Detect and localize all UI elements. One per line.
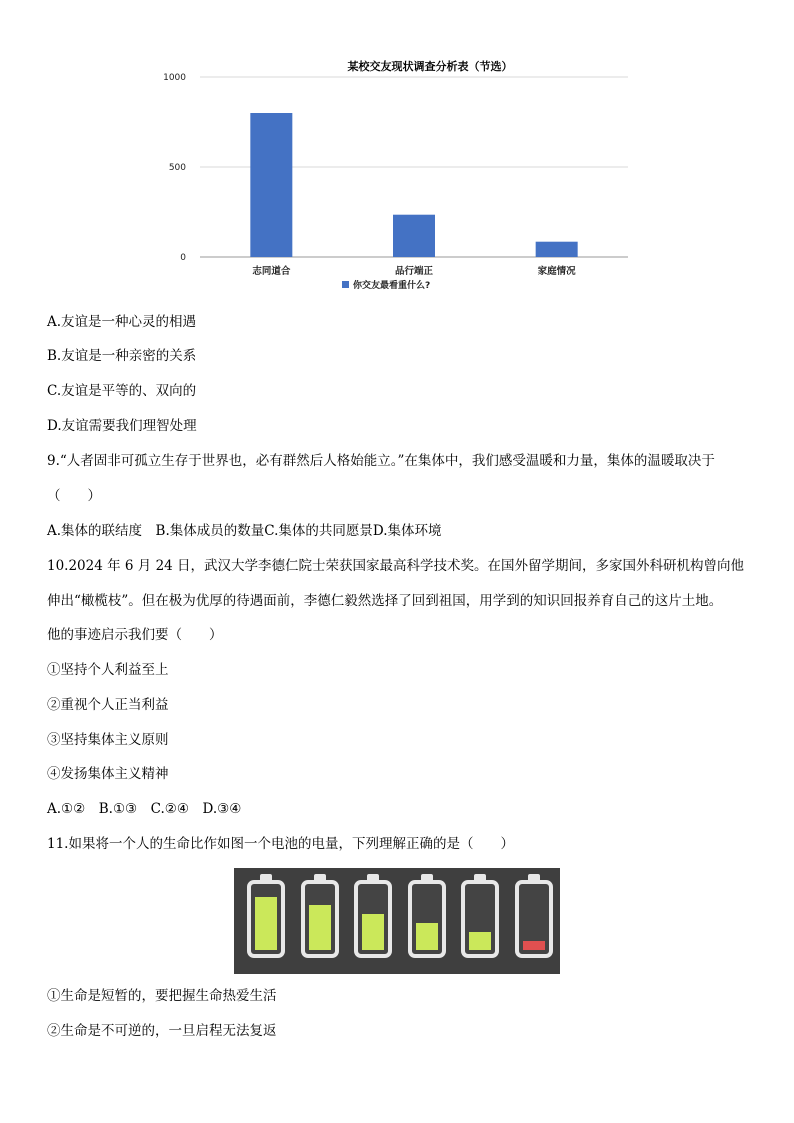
x-category-label: 志同道合 [252, 266, 291, 277]
y-tick-label: 0 [180, 253, 186, 263]
chart-legend [342, 279, 430, 291]
q8-option-d: D.友谊需要我们理智处理 [47, 418, 197, 434]
q8-option-a: A.友谊是一种心灵的相遇 [47, 314, 197, 330]
battery-cap [314, 874, 326, 880]
q10-stem-line2: 伸出“橄榄枝”。但在极为优厚的待遇面前，李德仁毅然选择了回到祖国，用学到的知识回报养育自己的这片土地。 [47, 593, 723, 609]
bar [393, 215, 435, 257]
q10-item-4: ④发扬集体主义精神 [47, 766, 169, 782]
battery-charge-level [416, 923, 438, 950]
battery-charge-level [309, 905, 331, 950]
battery-cap [367, 874, 379, 880]
q8-option-c: C.友谊是平等的、双向的 [47, 383, 197, 399]
battery-charge-level [362, 914, 384, 950]
legend-swatch [342, 281, 349, 288]
battery-icon [408, 880, 446, 958]
battery-cap [260, 874, 272, 880]
y-axis-ticks [163, 73, 186, 263]
q11-item-2: ②生命是不可逆的，一旦启程无法复返 [47, 1023, 277, 1039]
battery-figure [234, 868, 560, 974]
battery-icon [247, 880, 285, 958]
q11-stem: 11.如果将一个人的生命比作如图一个电池的电量，下列理解正确的是（ ） [47, 836, 514, 852]
x-category-label: 家庭情况 [537, 266, 576, 277]
q10-item-1: ①坚持个人利益至上 [47, 662, 169, 678]
legend-label: 你交友最看重什么? [353, 281, 431, 291]
battery-cap [421, 874, 433, 880]
battery-icon [301, 880, 339, 958]
q10-stem-line3: 他的事迹启示我们要（ ） [47, 627, 223, 643]
q9-stem-line2: （ ） [47, 488, 101, 504]
chart-bars [250, 113, 577, 257]
q9-options: A.集体的联结度 B.集体成员的数量C.集体的共同愿景D.集体环境 [47, 523, 442, 539]
battery-icon [515, 880, 553, 958]
battery-charge-level [523, 941, 545, 950]
battery-cap [474, 874, 486, 880]
bar [250, 113, 292, 257]
y-tick-label: 500 [168, 163, 186, 173]
q10-stem-line1: 10.2024 年 6 月 24 日，武汉大学李德仁院士荣获国家最高科学技术奖。在国外留学期间，多家国外科研机构曾向他 [47, 558, 745, 574]
x-axis-labels [252, 265, 576, 277]
battery-charge-level [469, 932, 491, 950]
q10-options: A.①② B.①③ C.②④ D.③④ [47, 801, 242, 817]
chart-svg [160, 55, 640, 300]
bar [536, 242, 578, 257]
battery-icon [461, 880, 499, 958]
q10-item-3: ③坚持集体主义原则 [47, 732, 169, 748]
q8-option-b: B.友谊是一种亲密的关系 [47, 348, 197, 364]
bar-chart [160, 55, 640, 300]
x-category-label: 品行端正 [394, 266, 434, 277]
q10-item-2: ②重视个人正当利益 [47, 697, 169, 713]
q9-stem-line1: 9.“人者固非可孤立生存于世界也，必有群然后人格始能立。”在集体中，我们感受温暖和力量，集体的温暖取决于 [47, 453, 715, 469]
battery-icon [354, 880, 392, 958]
q11-item-1: ①生命是短暂的，要把握生命热爱生活 [47, 988, 277, 1004]
y-tick-label: 1000 [163, 73, 186, 83]
battery-cap [528, 874, 540, 880]
battery-charge-level [255, 897, 277, 950]
chart-title: 某校交友现状调查分析表（节选） [347, 60, 513, 73]
